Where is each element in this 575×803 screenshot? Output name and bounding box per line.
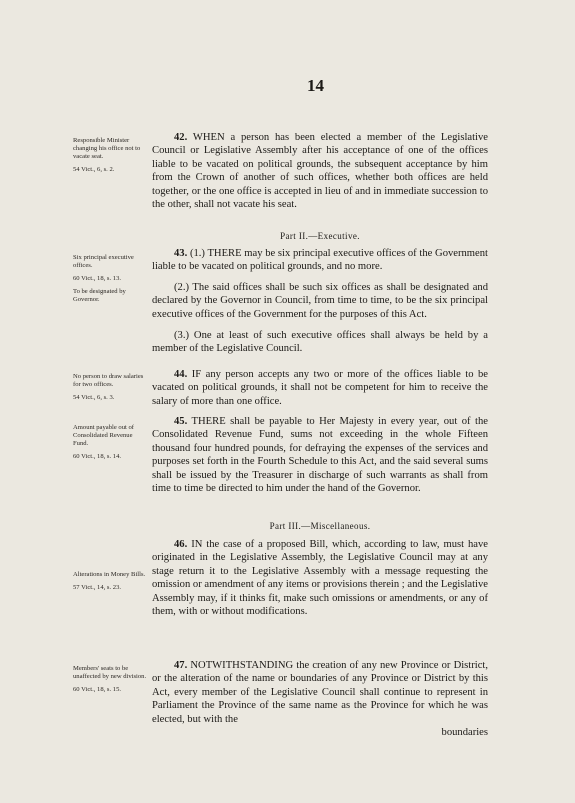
margin-note-45 xyxy=(73,424,149,461)
margin-note-42 xyxy=(73,137,149,174)
margin-note-label: To be designated by Governor. xyxy=(73,288,126,303)
margin-note-label: Members' seats to be unaffected by new division. xyxy=(73,665,147,680)
margin-note-label: Six principal executive offices. xyxy=(73,254,134,269)
margin-note-label: Alterations in Money Bills. xyxy=(73,571,146,578)
section-number: 44. xyxy=(174,369,188,380)
section-44 xyxy=(152,368,488,408)
section-46 xyxy=(152,538,488,618)
section-number: 43. xyxy=(174,248,188,259)
section-number: 47. xyxy=(174,660,188,671)
margin-note-46 xyxy=(73,571,149,592)
part-3-heading: Part III.—Miscellaneous. xyxy=(269,521,371,531)
section-43-1 xyxy=(152,247,488,274)
margin-note-ref: 54 Vict., 6, s. 3. xyxy=(73,394,115,401)
margin-note-ref: 60 Vict., 18, s. 15. xyxy=(73,686,122,693)
part-2-heading: Part II.—Executive. xyxy=(280,231,360,241)
section-43-3: (3.) One at least of such executive offices shall always be held by a member of the Legislative Council. xyxy=(152,330,488,355)
section-number: 46. xyxy=(174,539,188,550)
margin-note-ref: 54 Vict., 6, s. 2. xyxy=(73,166,115,173)
section-text: IN the case of a proposed Bill, which, according to law, must have originated in the Legislative Assembly, the Legislative Council may at any stage return it to the Legislative Assembly with a message requesting the omission or amendment of any items or provisions therein ; and the Legislative Assembly may, if it thinks fit, make such omissions or amendments, or any of them, with or without modifications. xyxy=(152,539,488,618)
section-42 xyxy=(152,131,488,211)
section-text: IF any person accepts any two or more of the offices liable to be vacated on political grounds, it shall not be competent for him to receive the salary of more than one office. xyxy=(152,369,488,407)
margin-note-47 xyxy=(73,665,149,694)
margin-note-label: No person to draw salaries for two offices. xyxy=(73,373,144,388)
section-43-2: (2.) The said offices shall be such six offices as shall be designated and declared by the Governor in Council, from time to time, to be the six principal executive offices of the Government for the purposes of this Act. xyxy=(152,282,488,320)
margin-note-label: Amount payable out of Consolidated Revenue Fund. xyxy=(73,424,134,447)
margin-note-ref: 57 Vict., 14, s. 23. xyxy=(73,584,122,591)
page-number: 14 xyxy=(307,76,324,95)
margin-note-44 xyxy=(73,373,149,402)
section-47 xyxy=(152,659,488,739)
section-45 xyxy=(152,415,488,495)
section-text: NOTWITHSTANDING the creation of any new Province or District, or the alteration of the name or boundaries of any Province or District by this Act, every member of the Legislative Council shall continue to represent in Parliament the Province of the same name as the Province for which he was elected, but with the xyxy=(152,660,488,725)
section-text: THERE shall be payable to Her Majesty in every year, out of the Consolidated Revenue Fund, sums not exceeding in the whole Fifteen thousand four hundred pounds, for defraying the expenses of the services and purposes set forth in the Fourth Schedule to this Act, and the said several sums shall be issued by the Treasurer in discharge of such warrants as shall from time to time be directed to him under the hand of the Governor. xyxy=(152,416,488,495)
margin-note-ref: 60 Vict., 18, s. 14. xyxy=(73,453,122,460)
section-number: 45. xyxy=(174,416,188,427)
margin-note-ref: 60 Vict., 18, s. 13. xyxy=(73,275,122,282)
section-text: (1.) THERE may be six principal executive offices of the Government liable to be vacated on political grounds, and no more. xyxy=(152,248,488,273)
margin-note-43 xyxy=(73,254,149,304)
section-number: 42. xyxy=(174,132,188,143)
section-text: WHEN a person has been elected a member of the Legislative Council or Legislative Assembly after his acceptance of one of the offices liable to be vacated on political grounds, the subsequent acceptance by him from the Crown of another of such offices, whether both offices are held together, or the one office is accepted in lieu of and in immediate succession to the other, shall not vacate his seat. xyxy=(152,132,488,211)
catchword: boundaries xyxy=(441,727,488,739)
margin-note-label: Responsible Minister changing his office not to vacate seat. xyxy=(73,137,141,160)
